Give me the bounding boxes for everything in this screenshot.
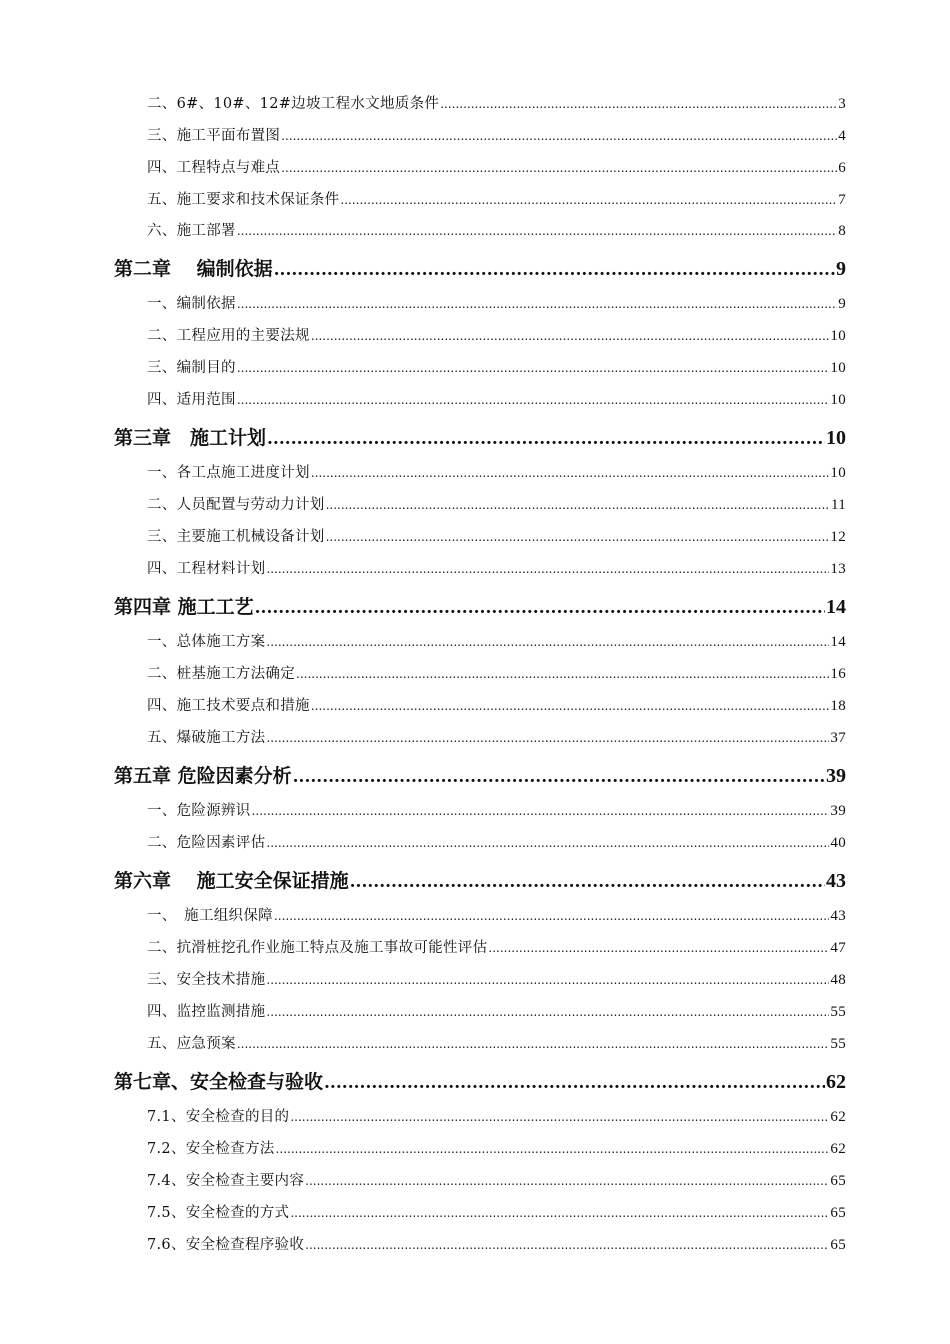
dot-leader xyxy=(274,260,835,280)
toc-entry-page: 39 xyxy=(830,803,846,819)
toc-entry[interactable] xyxy=(147,662,846,683)
toc-entry-label: 五、爆破施工方法 xyxy=(147,730,266,746)
toc-chapter-label: 第六章 施工安全保证措施 xyxy=(114,870,349,892)
toc-entry-label: 三、施工平面布置图 xyxy=(147,128,281,144)
toc-entry-label: 三、主要施工机械设备计划 xyxy=(147,529,325,545)
toc-chapter[interactable] xyxy=(114,254,846,281)
toc-chapter-label: 第五章 危险因素分析 xyxy=(114,765,292,787)
dot-leader xyxy=(237,224,837,238)
toc-entry-page: 65 xyxy=(830,1173,846,1189)
toc-chapter-label: 第三章 施工计划 xyxy=(114,427,267,449)
toc-entry-page: 37 xyxy=(830,730,846,746)
toc-entry[interactable] xyxy=(147,525,846,546)
toc-entry-page: 4 xyxy=(838,128,846,144)
toc-entry-page: 55 xyxy=(830,1036,846,1052)
toc-chapter-page: 43 xyxy=(826,870,846,892)
toc-entry[interactable] xyxy=(147,92,846,113)
toc-entry-page: 48 xyxy=(830,972,846,988)
toc-entry[interactable] xyxy=(147,799,846,820)
toc-chapter-label: 第七章、安全检查与验收 xyxy=(114,1071,324,1093)
toc-entry-page: 6 xyxy=(838,160,846,176)
toc-entry-label: 二、人员配置与劳动力计划 xyxy=(147,497,325,513)
dot-leader xyxy=(488,941,829,955)
toc-entry-page: 65 xyxy=(830,1205,846,1221)
toc-entry[interactable] xyxy=(147,493,846,514)
toc-entry[interactable] xyxy=(147,1000,846,1021)
toc-entry-label: 三、编制目的 xyxy=(147,360,236,376)
dot-leader xyxy=(311,699,830,713)
toc-entry-label: 一、危险源辨识 xyxy=(147,803,251,819)
toc-chapter-page: 9 xyxy=(836,258,846,280)
toc-entry[interactable] xyxy=(147,1032,846,1053)
dot-leader xyxy=(350,872,825,892)
toc-chapter[interactable] xyxy=(114,592,846,619)
toc-entry[interactable] xyxy=(147,694,846,715)
toc-entry[interactable] xyxy=(147,188,846,209)
dot-leader xyxy=(237,1037,830,1051)
toc-entry-page: 10 xyxy=(830,360,846,376)
toc-entry-label: 7.2、安全检查方法 xyxy=(147,1141,275,1157)
toc-entry[interactable] xyxy=(147,936,846,957)
toc-entry[interactable] xyxy=(147,968,846,989)
toc-entry-page: 11 xyxy=(830,497,846,513)
toc-entry-label: 7.5、安全检查的方式 xyxy=(147,1205,290,1221)
toc-entry-page: 43 xyxy=(830,908,846,924)
toc-entry-page: 7 xyxy=(838,192,846,208)
dot-leader xyxy=(252,804,830,818)
dot-leader xyxy=(281,161,837,175)
toc-entry[interactable] xyxy=(147,1169,846,1190)
dot-leader xyxy=(296,667,829,681)
dot-leader xyxy=(266,731,829,745)
toc-chapter-page: 10 xyxy=(826,427,846,449)
toc-entry[interactable] xyxy=(147,1105,846,1126)
toc-entry-page: 13 xyxy=(830,561,846,577)
dot-leader xyxy=(440,97,837,111)
toc-entry-label: 7.1、安全检查的目的 xyxy=(147,1109,290,1125)
toc-entry-label: 五、施工要求和技术保证条件 xyxy=(147,192,340,208)
toc-entry-page: 12 xyxy=(830,529,846,545)
toc-entry-label: 四、施工技术要点和措施 xyxy=(147,698,310,714)
toc-entry-label: 一、各工点施工进度计划 xyxy=(147,465,310,481)
toc-entry-page: 10 xyxy=(830,392,846,408)
toc-entry-page: 47 xyxy=(830,940,846,956)
dot-leader xyxy=(311,329,830,343)
dot-leader xyxy=(266,1005,829,1019)
toc-entry[interactable] xyxy=(147,292,846,313)
dot-leader xyxy=(274,909,829,923)
dot-leader xyxy=(305,1238,829,1252)
toc-entry-page: 16 xyxy=(830,666,846,682)
toc-entry-label: 二、危险因素评估 xyxy=(147,835,266,851)
toc-entry[interactable] xyxy=(147,831,846,852)
toc-entry-label: 二、抗滑桩挖孔作业施工特点及施工事故可能性评估 xyxy=(147,940,488,956)
toc-entry-label: 7.6、安全检查程序验收 xyxy=(147,1237,305,1253)
dot-leader xyxy=(311,466,830,480)
dot-leader xyxy=(326,530,830,544)
toc-entry-label: 四、适用范围 xyxy=(147,392,236,408)
dot-leader xyxy=(340,193,837,207)
toc-entry[interactable] xyxy=(147,726,846,747)
toc-chapter[interactable] xyxy=(114,423,846,450)
toc-entry-label: 四、监控监测措施 xyxy=(147,1004,266,1020)
dot-leader xyxy=(266,562,829,576)
toc-entry-page: 40 xyxy=(830,835,846,851)
dot-leader xyxy=(237,361,830,375)
toc-entry-page: 55 xyxy=(830,1004,846,1020)
toc-chapter[interactable] xyxy=(114,866,846,893)
toc-entry-label: 一、编制依据 xyxy=(147,296,236,312)
toc-entry-label: 五、应急预案 xyxy=(147,1036,236,1052)
toc-entry[interactable] xyxy=(147,156,846,177)
toc-chapter-page: 14 xyxy=(826,596,846,618)
toc-entry-page: 62 xyxy=(830,1109,846,1125)
toc-entry-label: 二、工程应用的主要法规 xyxy=(147,328,310,344)
toc-entry-page: 14 xyxy=(830,634,846,650)
toc-entry-label: 四、工程特点与难点 xyxy=(147,160,281,176)
toc-chapter-page: 62 xyxy=(826,1071,846,1093)
dot-leader xyxy=(266,973,829,987)
toc-entry[interactable] xyxy=(147,219,846,240)
toc-chapter-label: 第二章 编制依据 xyxy=(114,258,273,280)
toc-entry[interactable] xyxy=(147,1233,846,1254)
toc-entry[interactable] xyxy=(147,1201,846,1222)
toc-entry[interactable] xyxy=(147,630,846,651)
toc-chapter[interactable] xyxy=(114,761,846,788)
toc-chapter-label: 第四章 施工工艺 xyxy=(114,596,254,618)
dot-leader xyxy=(326,498,830,512)
toc-entry-page: 65 xyxy=(830,1237,846,1253)
toc-entry-label: 7.4、安全检查主要内容 xyxy=(147,1173,305,1189)
toc-entry-label: 六、施工部署 xyxy=(147,223,236,239)
dot-leader xyxy=(267,429,825,449)
dot-leader xyxy=(266,635,829,649)
toc-entry[interactable] xyxy=(147,557,846,578)
dot-leader xyxy=(276,1142,830,1156)
toc-entry-label: 三、安全技术措施 xyxy=(147,972,266,988)
dot-leader xyxy=(305,1174,829,1188)
dot-leader xyxy=(290,1206,829,1220)
dot-leader xyxy=(266,836,829,850)
toc-entry-page: 10 xyxy=(830,328,846,344)
toc-entry-page: 9 xyxy=(838,296,846,312)
toc-entry-label: 二、6#、10#、12#边坡工程水文地质条件 xyxy=(147,96,440,112)
dot-leader xyxy=(293,767,825,787)
toc-chapter[interactable] xyxy=(114,1067,846,1094)
toc-entry[interactable] xyxy=(147,904,846,925)
toc-entry-page: 8 xyxy=(838,223,846,239)
toc-entry[interactable] xyxy=(147,356,846,377)
toc-entry-label: 一、总体施工方案 xyxy=(147,634,266,650)
toc-entry[interactable] xyxy=(147,1137,846,1158)
toc-entry-page: 62 xyxy=(830,1141,846,1157)
toc-entry-label: 二、桩基施工方法确定 xyxy=(147,666,295,682)
toc-entry[interactable] xyxy=(147,461,846,482)
dot-leader xyxy=(290,1110,829,1124)
toc-entry[interactable] xyxy=(147,388,846,409)
toc-chapter-page: 39 xyxy=(826,765,846,787)
dot-leader xyxy=(237,297,837,311)
toc-entry-label: 四、工程材料计划 xyxy=(147,561,266,577)
toc-entry[interactable] xyxy=(147,324,846,345)
dot-leader xyxy=(237,393,830,407)
dot-leader xyxy=(324,1073,825,1093)
dot-leader xyxy=(281,129,837,143)
toc-entry-page: 3 xyxy=(838,96,846,112)
dot-leader xyxy=(255,598,825,618)
toc-entry-page: 10 xyxy=(830,465,846,481)
toc-entry[interactable] xyxy=(147,124,846,145)
toc-entry-label: 一、 施工组织保障 xyxy=(147,908,273,924)
toc-entry-page: 18 xyxy=(830,698,846,714)
